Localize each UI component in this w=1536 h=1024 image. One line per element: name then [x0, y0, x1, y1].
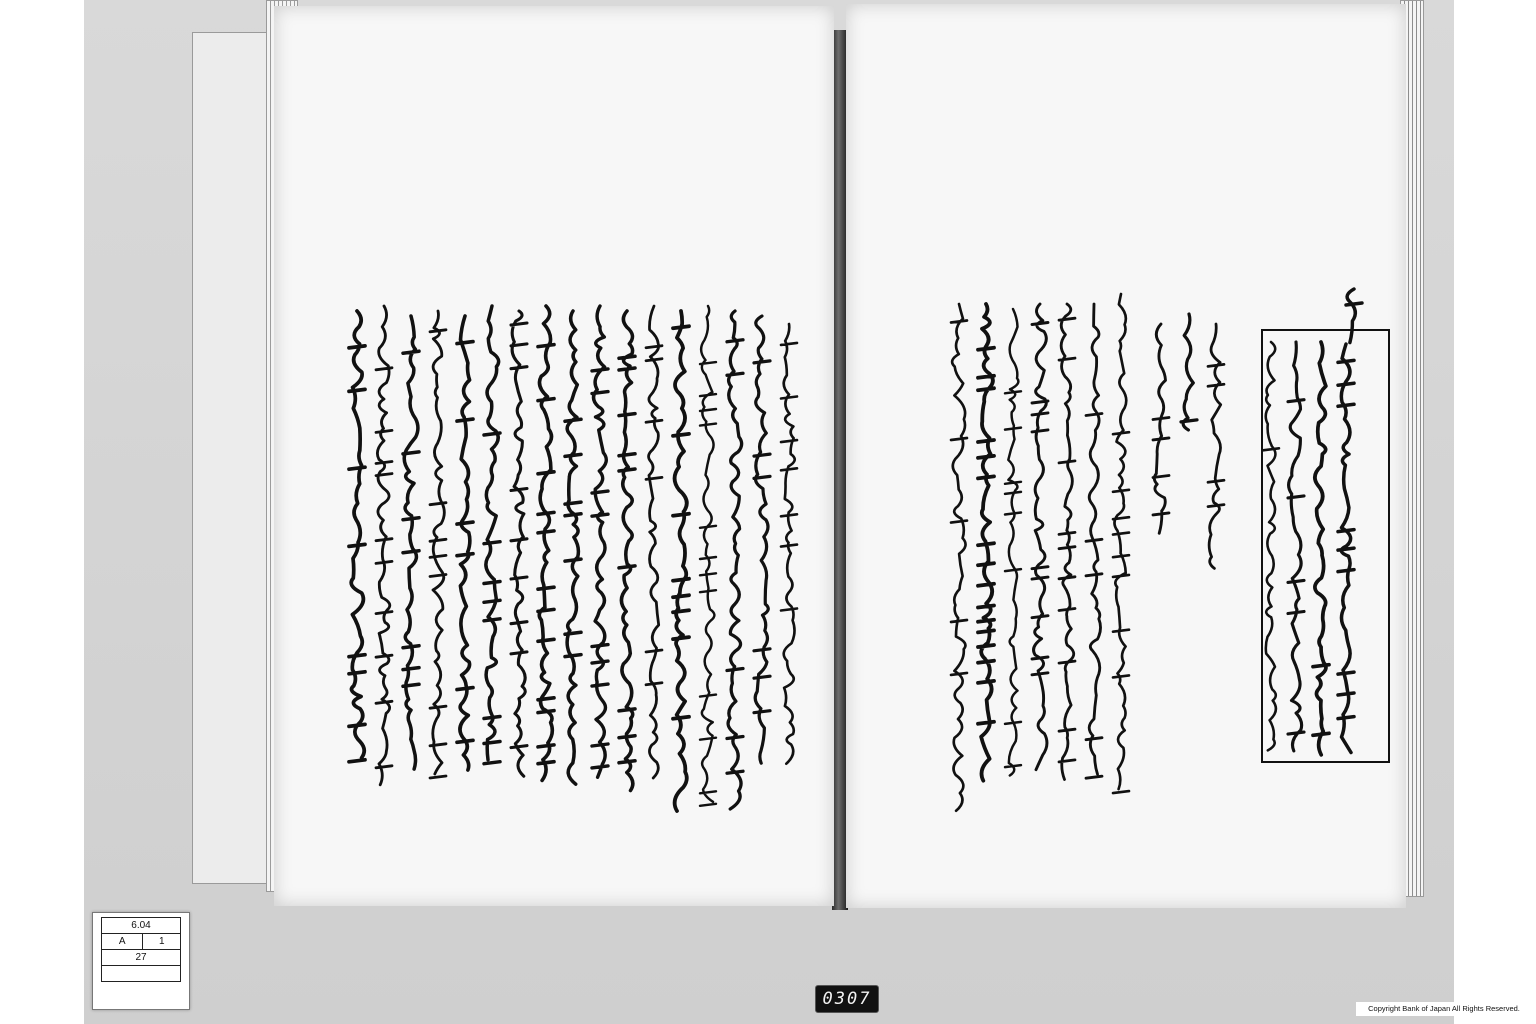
right-script-column	[1086, 304, 1102, 778]
right-script-column	[1263, 342, 1279, 750]
label-row-4	[102, 966, 181, 982]
left-script-column	[646, 306, 662, 778]
left-script-column	[538, 306, 554, 780]
label-row-3: 27	[102, 950, 181, 966]
right-script-column	[951, 304, 967, 811]
left-script-column	[700, 306, 716, 806]
left-script-column	[484, 306, 500, 764]
left-script-column	[781, 324, 797, 764]
label-row-2-left: A	[102, 934, 143, 950]
right-script-column	[1153, 324, 1169, 533]
left-script-column	[511, 311, 527, 776]
right-page-manuscript	[846, 4, 1406, 908]
copyright-notice: Copyright Bank of Japan All Rights Reserved.	[1356, 1002, 1532, 1016]
left-script-column	[754, 316, 770, 763]
right-script-column	[1313, 342, 1329, 755]
right-script-column	[1208, 324, 1224, 568]
left-page-manuscript	[274, 6, 834, 906]
left-script-column	[430, 311, 446, 778]
right-script-column	[978, 304, 994, 781]
right-script-column	[1288, 342, 1304, 751]
left-script-column	[592, 306, 608, 777]
right-script-column	[1032, 304, 1048, 770]
right-script-column	[1181, 314, 1197, 430]
left-script-column	[673, 311, 689, 811]
right-script-column	[1338, 344, 1354, 753]
left-script-column	[376, 306, 392, 785]
scan-background	[84, 0, 1454, 1024]
left-script-column	[457, 316, 473, 770]
left-script-column	[727, 311, 743, 809]
right-page	[846, 4, 1406, 908]
page-number-script	[1346, 289, 1362, 343]
left-page	[274, 6, 834, 906]
label-row-1: 6.04	[102, 918, 181, 934]
frame-counter: 0307	[815, 985, 879, 1013]
left-script-column	[349, 311, 365, 762]
label-row-2-right: 1	[143, 934, 181, 950]
left-script-column	[619, 311, 635, 791]
left-script-column	[403, 316, 419, 769]
right-script-column	[1059, 304, 1075, 780]
right-script-column	[1005, 309, 1021, 776]
archive-label	[92, 912, 190, 1010]
left-script-column	[565, 311, 581, 784]
right-script-column	[1113, 294, 1129, 793]
